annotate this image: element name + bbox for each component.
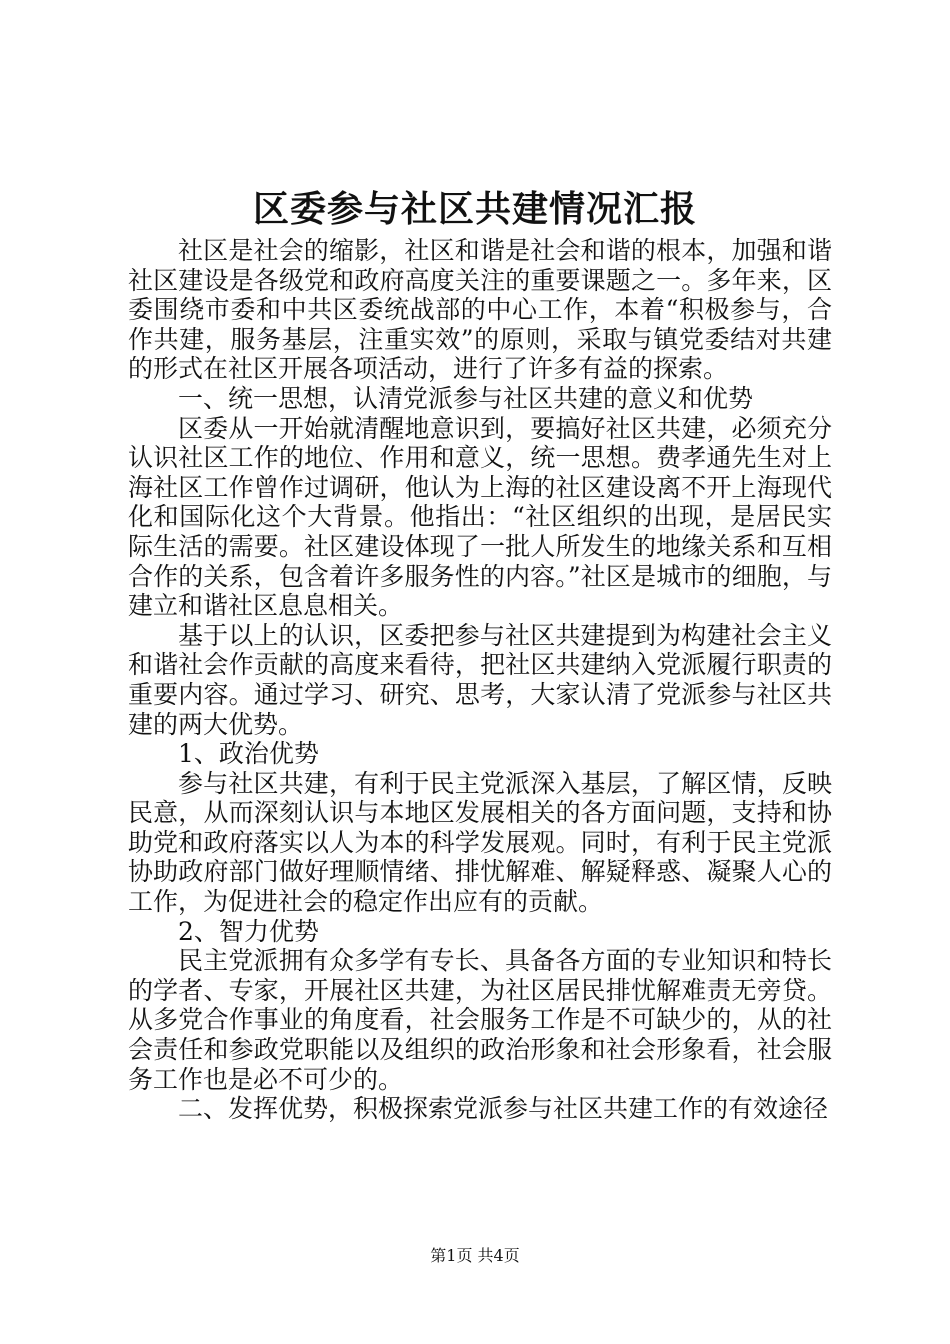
paragraph-intro: 社区是社会的缩影，社区和谐是社会和谐的根本，加强和谐社区建设是各级党和政府高度关注的重要课题之一。多年来，区委围绕市委和中共区委统战部的中心工作，本着“积极参与，合作共建，服务基层，注重实效”的原则，采取与镇党委结对共建的形式在社区开展各项活动，进行了许多有益的探索。 — [128, 236, 832, 384]
paragraph-3: 基于以上的认识，区委把参与社区共建提到为构建社会主义和谐社会作贡献的高度来看待，把社区共建纳入党派履行职责的重要内容。通过学习、研究、思考，大家认清了党派参与社区共建的两大优势。 — [128, 620, 832, 739]
document-body — [128, 236, 832, 1124]
subheading-intellectual-advantage: 2、智力优势 — [178, 916, 319, 946]
paragraph-5: 参与社区共建，有利于民主党派深入基层，了解区情，反映民意，从而深刻认识与本地区发展相关的各方面问题，支持和协助党和政府落实以人为本的科学发展观。同时，有利于民主党派协助政府部门做好理顺情绪、排忧解难、解疑释惑、凝聚人心的工作，为促进社会的稳定作出应有的贡献。 — [128, 768, 832, 917]
document-title: 区委参与社区共建情况汇报 — [252, 188, 697, 230]
section-heading-2: 二、发挥优势，积极探索党派参与社区共建工作的有效途径 — [178, 1094, 829, 1124]
paragraph-7: 民主党派拥有众多学有专长、具备各方面的专业知识和特长的学者、专家，开展社区共建，为社区居民排忧解难责无旁贷。从多党合作事业的角度看，社会服务工作是不可缺少的，从的社会责任和参政党职能以及组织的政治形象和社会形象看，社会服务工作也是必不可少的。 — [128, 946, 832, 1094]
subheading-political-advantage: 1、政治优势 — [178, 739, 319, 769]
page-number-footer: 第1页 共4页 — [430, 1246, 520, 1265]
paragraph-2: 区委从一开始就清醒地意识到，要搞好社区共建，必须充分认识社区工作的地位、作用和意义，统一思想。费孝通先生对上海社区工作曾作过调研，他认为上海的社区建设离不开上海现代化和国际化这个大背景。他指出：“社区组织的出现，是居民实际生活的需要。社区建设体现了一批人所发生的地缘关系和互相合作的关系，包含着许多服务性的内容。”社区是城市的细胞，与建立和谐社区息息相关。 — [128, 413, 832, 621]
section-heading-1: 一、统一思想，认清党派参与社区共建的意义和优势 — [178, 383, 754, 413]
